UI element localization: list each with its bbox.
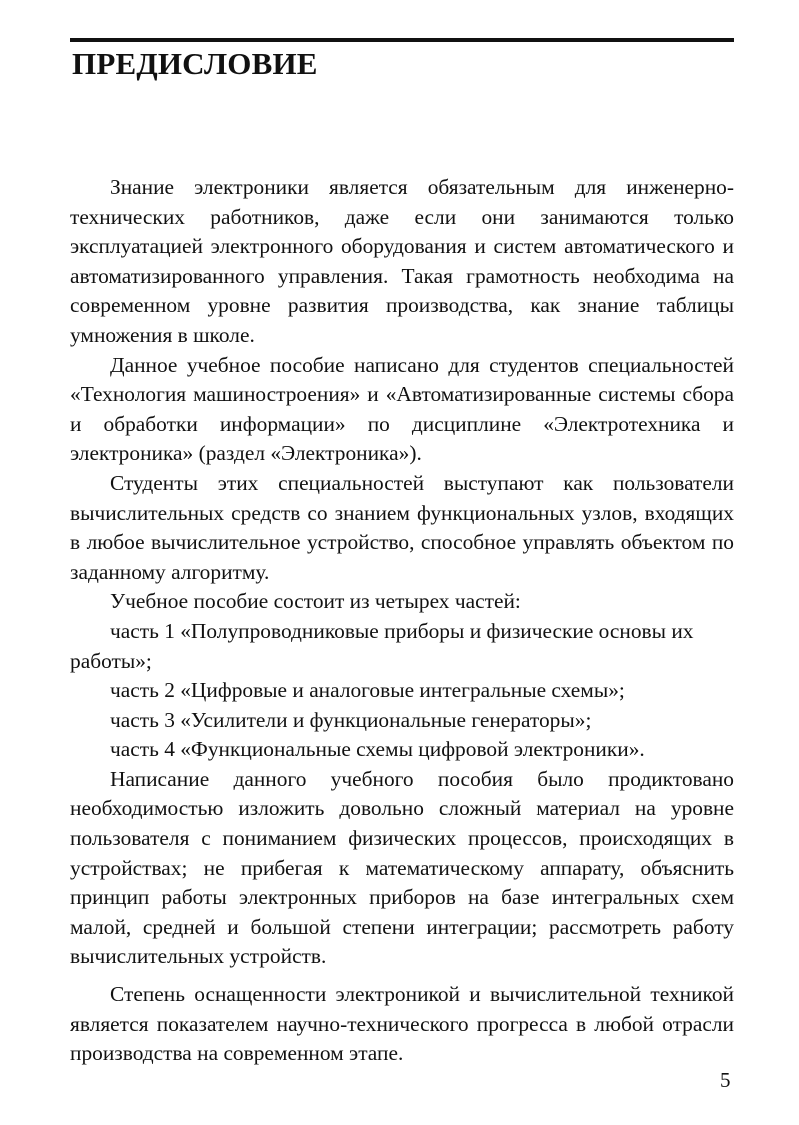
list-item-part-4: часть 4 «Функциональные схемы цифровой электроники».: [110, 737, 645, 762]
paragraph-audience: Данное учебное пособие написано для студентов специальностей «Технология машиностроения» и «Автоматизированные системы сбора и обработки информации» по дисциплине «Электротехника и электроника» (раздел «Электроника»).: [70, 352, 734, 466]
page-number: 5: [720, 1068, 731, 1092]
paragraph-conclusion: Степень оснащенности электроникой и вычислительной техникой является показателем научно-технического прогресса в любой отрасли производства на современном этапе.: [70, 982, 734, 1066]
paragraph-students: Студенты этих специальностей выступают как пользователи вычислительных средств со знанием функциональных узлов, входящих в любое вычислительное устройство, способное управлять объектом по заданному алгоритму.: [70, 470, 734, 584]
list-item-part-3: часть 3 «Усилители и функциональные генераторы»;: [110, 707, 592, 732]
paragraph-parts-intro: Учебное пособие состоит из четырех частей:: [110, 589, 521, 614]
paragraph-intro: Знание электроники является обязательным для инженерно-технических работников, даже если они занимаются только эксплуатацией электронного оборудования и систем автоматического и автоматизированного управления. Такая грамотность необходима на современном уровне развития производства, как знание таблицы умножения в школе.: [70, 175, 734, 347]
heading-rule: [70, 38, 734, 42]
list-item-part-2: часть 2 «Цифровые и аналоговые интегральные схемы»;: [110, 678, 625, 703]
list-item-part-1: часть 1 «Полупроводниковые приборы и физические основы их работы»;: [70, 618, 694, 673]
page-title: ПРЕДИСЛОВИЕ: [72, 46, 318, 81]
paragraph-purpose: Написание данного учебного пособия было продиктовано необходимостью изложить довольно сложный материал на уровне пользователя с пониманием физических процессов, происходящих в устройствах; не прибегая к математическому аппарату, объяснить принцип работы электронных приборов на базе интегральных схем малой, средней и большой степени интеграции; рассмотреть работу вычислительных устройств.: [70, 766, 734, 969]
body-text: [70, 173, 734, 1069]
